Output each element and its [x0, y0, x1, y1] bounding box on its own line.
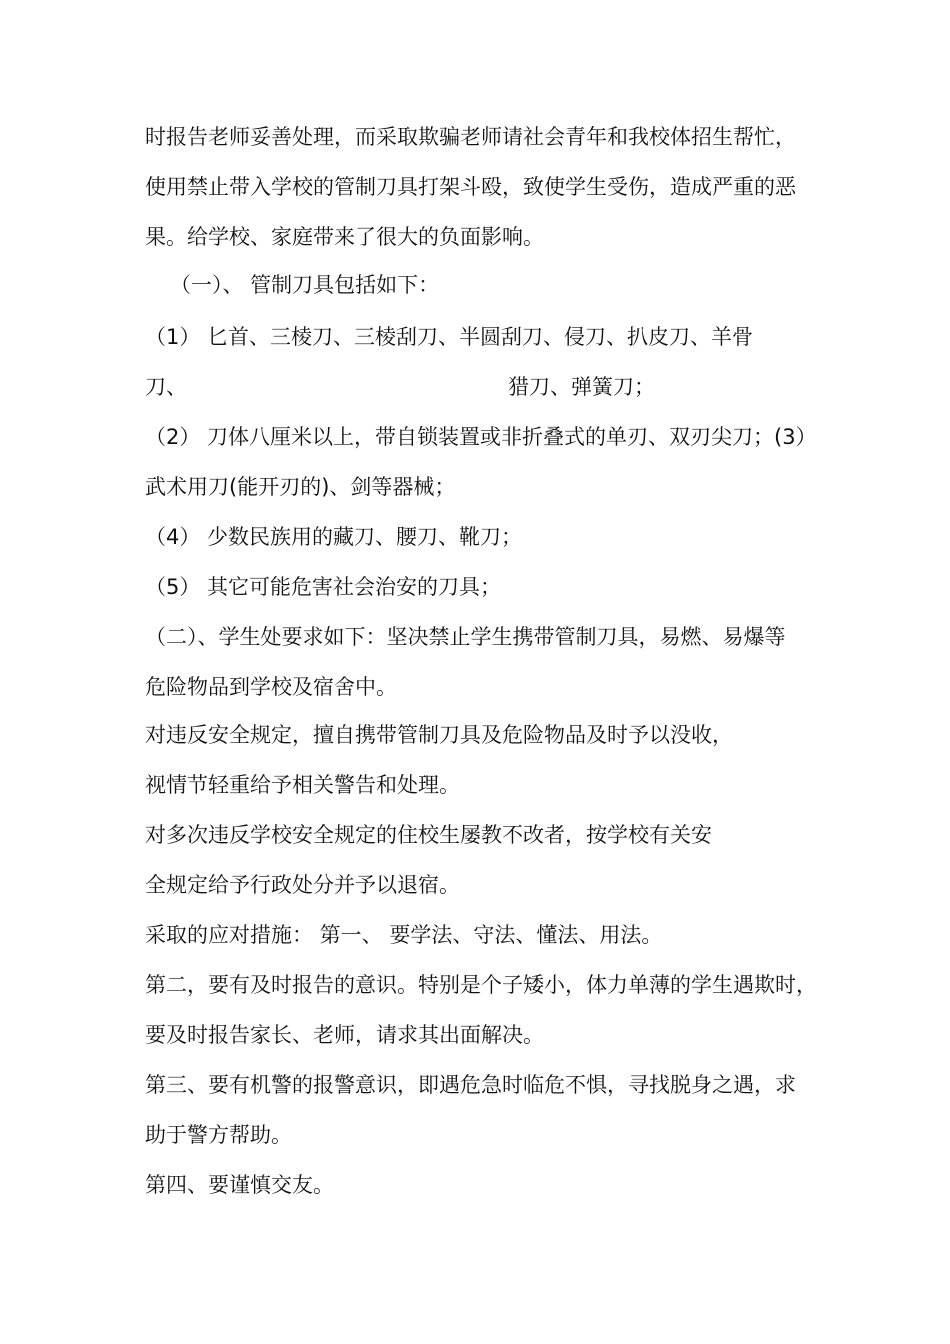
- paragraph-line: 助于警方帮助。: [145, 1123, 292, 1147]
- paragraph-line: 果。给学校、家庭带来了很大的负面影响。: [145, 225, 544, 249]
- paragraph-line: 对多次违反学校安全规定的住校生屡教不改者，按学校有关安: [145, 823, 712, 847]
- list-item: （1） 匕首、三棱刀、三棱刮刀、半圆刮刀、侵刀、扒皮刀、羊骨: [145, 325, 754, 349]
- paragraph-line: 视情节轻重给予相关警告和处理。: [145, 773, 460, 797]
- paragraph-line: 第二，要有及时报告的意识。特别是个子矮小，体力单薄的学生遇欺时，: [145, 973, 817, 997]
- list-item-continuation: 武术用刀(能开刃的)、剑等器械；: [145, 475, 456, 499]
- paragraph-line: 时报告老师妥善处理，而采取欺骗老师请社会青年和我校体招生帮忙，: [145, 125, 796, 149]
- list-item-continuation: 猎刀、弹簧刀；: [508, 375, 655, 399]
- list-item: （5） 其它可能危害社会治安的刀具；: [145, 575, 502, 599]
- paragraph-line: 危险物品到学校及宿舍中。: [145, 675, 397, 699]
- paragraph-line: 对违反安全规定，擅自携带管制刀具及危险物品及时予以没收，: [145, 723, 733, 747]
- list-item: （2） 刀体八厘米以上，带自锁装置或非折叠式的单刃、双刃尖刀；(3）: [145, 425, 817, 449]
- section-heading: （一）、 管制刀具包括如下：: [170, 273, 440, 297]
- paragraph-line: 第三、要有机警的报警意识，即遇危急时临危不惧，寻找脱身之遇，求: [145, 1073, 796, 1097]
- paragraph-line: 全规定给予行政处分并予以退宿。: [145, 873, 460, 897]
- paragraph-line: 采取的应对措施： 第一、 要学法、守法、懂法、用法。: [145, 923, 663, 947]
- list-item-continuation: 刀、: [145, 375, 187, 399]
- paragraph-line: 使用禁止带入学校的管制刀具打架斗殴，致使学生受伤，造成严重的恶: [145, 175, 796, 199]
- list-item: （4） 少数民族用的藏刀、腰刀、靴刀；: [145, 525, 523, 549]
- paragraph-line: 第四、要谨慎交友。: [145, 1173, 334, 1197]
- paragraph-line: 要及时报告家长、老师，请求其出面解决。: [145, 1023, 544, 1047]
- section-heading: （二）、学生处要求如下：坚决禁止学生携带管制刀具，易燃、易爆等: [145, 625, 786, 649]
